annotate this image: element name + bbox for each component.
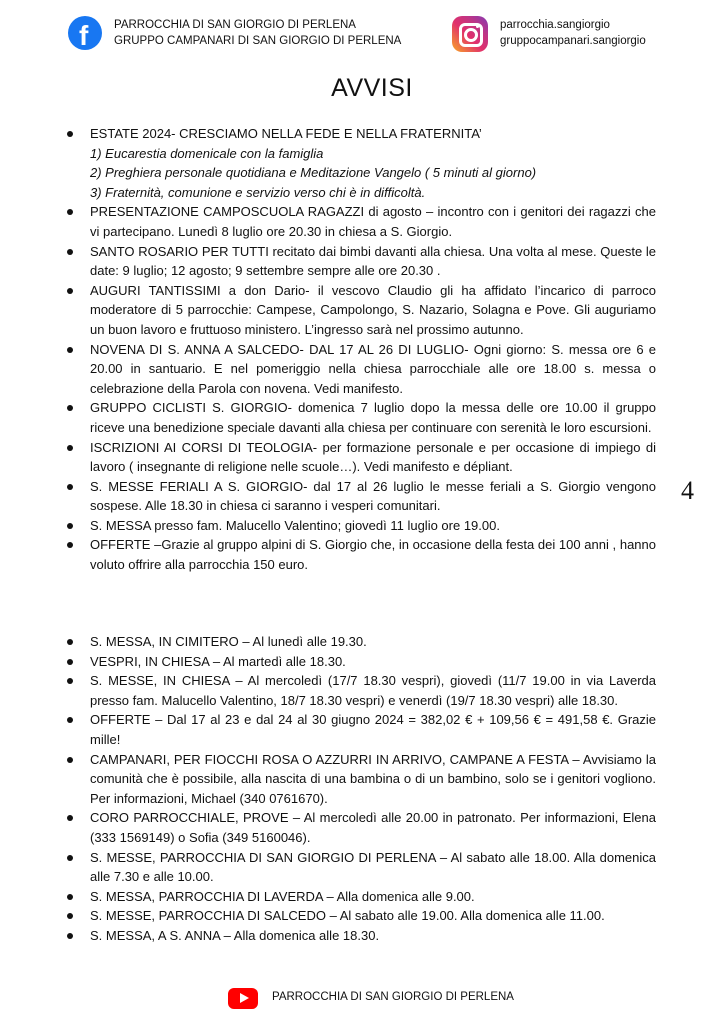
- list-item: S. MESSA presso fam. Malucello Valentino; giovedì 11 luglio ore 19.00.: [64, 516, 656, 536]
- list-item: PRESENTAZIONE CAMPOSCUOLA RAGAZZI di agosto – incontro con i genitori dei ragazzi che vi partecipano. Lunedì 8 luglio ore 20.30 in chiesa a S. Giorgio.: [64, 202, 656, 241]
- list-item: S. MESSA, IN CIMITERO – Al lunedì alle 19.30.: [64, 632, 656, 652]
- header-right-text: [500, 17, 646, 49]
- sub-item: 2) Preghiera personale quotidiana e Meditazione Vangelo ( 5 minuti al giorno): [90, 165, 537, 181]
- footer-channel-name: PARROCCHIA DI SAN GIORGIO DI PERLENA: [272, 991, 514, 1003]
- list-item: [64, 124, 656, 202]
- list-item: OFFERTE –Grazie al gruppo alpini di S. Giorgio che, in occasione della festa dei 100 anni , hanno voluto offrire alla parrocchia 150 euro.: [64, 535, 656, 574]
- youtube-icon: [228, 988, 258, 1009]
- list-item: CAMPANARI, PER FIOCCHI ROSA O AZZURRI IN ARRIVO, CAMPANE A FESTA – Avvisiamo la comunità che è possibile, alla nascita di una bambina o di un bambino, solo se i genitori vogliono. Per informazioni, Michael (340 0761670).: [64, 750, 656, 809]
- bellringers-group-name: GRUPPO CAMPANARI DI SAN GIORGIO DI PERLENA: [114, 35, 402, 47]
- facebook-icon: f: [68, 16, 102, 50]
- item-text: ESTATE 2024- CRESCIAMO NELLA FEDE E NELLA FRATERNITA’: [90, 126, 482, 141]
- page-title: AVVISI: [331, 74, 413, 102]
- list-item: S. MESSE, IN CHIESA – Al mercoledì (17/7 18.30 vespri), giovedì (11/7 19.00 in via Laverda presso fam. Malucello Valentino, 18/7 18.30 vespri) e venerdì (19/7 18.30 vespri) alle 18.30.: [64, 671, 656, 710]
- list-item: S. MESSE, PARROCCHIA DI SALCEDO – Al sabato alle 19.00. Alla domenica alle 11.00.: [64, 906, 656, 926]
- announcements-list: [64, 124, 656, 575]
- list-item: NOVENA DI S. ANNA A SALCEDO- DAL 17 AL 26 DI LUGLIO- Ogni giorno: S. messa ore 6 e 20.00 in santuario. E nel pomeriggio nella chiesa parrocchiale alle ore 18.00 s. messa o celebrazione della Parola con novena. Vedi manifesto.: [64, 340, 656, 399]
- list-item: S. MESSA, A S. ANNA – Alla domenica alle 18.30.: [64, 926, 656, 946]
- header-left-text: [114, 17, 401, 49]
- list-item: S. MESSE FERIALI A S. GIORGIO- dal 17 al 26 luglio le messe feriali a S. Giorgio vengono sospese. Alle 18.30 in chiesa ci saranno i vesperi comunitari.: [64, 477, 656, 516]
- page-header: [0, 14, 724, 58]
- list-item: S. MESSE, PARROCCHIA DI SAN GIORGIO DI PERLENA – Al sabato alle 18.00. Alla domenica alle 7.30 e alle 10.00.: [64, 848, 656, 887]
- list-item: GRUPPO CICLISTI S. GIORGIO- domenica 7 luglio dopo la messa delle ore 10.00 il gruppo riceve una benedizione speciale davanti alla chiesa per continuare con serenità le loro escursioni.: [64, 398, 656, 437]
- sub-item: 1) Eucarestia domenicale con la famiglia: [90, 145, 324, 161]
- list-item: ISCRIZIONI AI CORSI DI TEOLOGIA- per formazione personale e per occasione di impiego di lavoro ( insegnante di religione nelle scuole…). Vedi manifesto e dépliant.: [64, 438, 656, 477]
- list-item: VESPRI, IN CHIESA – Al martedì alle 18.30.: [64, 652, 656, 672]
- instagram-icon: [452, 16, 488, 52]
- list-item: CORO PARROCCHIALE, PROVE – Al mercoledì alle 20.00 in patronato. Per informazioni, Elena (333 1569149) o Sofia (349 5160046).: [64, 808, 656, 847]
- instagram-handle-bellringers: gruppocampanari.sangiorgio: [500, 35, 646, 47]
- list-item: S. MESSA, PARROCCHIA DI LAVERDA – Alla domenica alle 9.00.: [64, 887, 656, 907]
- list-item: AUGURI TANTISSIMI a don Dario- il vescovo Claudio gli ha affidato l’incarico di parroco moderatore di 5 parrocchie: Campese, Campolongo, S. Nazario, Solagna e Pove. Gli auguriamo un buon lavoro e fruttuoso ministero. L’ingresso sarà nel prossimo autunno.: [64, 281, 656, 340]
- schedule-list: [64, 632, 656, 946]
- page-number: 4: [681, 476, 694, 505]
- instagram-handle-parish: parrocchia.sangiorgio: [500, 19, 610, 31]
- list-item: OFFERTE – Dal 17 al 23 e dal 24 al 30 giugno 2024 = 382,02 € + 109,56 € = 491,58 €. Grazie mille!: [64, 710, 656, 749]
- sub-item: 3) Fraternità, comunione e servizio verso chi è in difficoltà.: [90, 184, 426, 200]
- page-footer: [0, 988, 724, 1012]
- list-item: SANTO ROSARIO PER TUTTI recitato dai bimbi davanti alla chiesa. Una volta al mese. Queste le date: 9 luglio; 12 agosto; 9 settembre sempre alle ore 20.30 .: [64, 242, 656, 281]
- parish-name: PARROCCHIA DI SAN GIORGIO DI PERLENA: [114, 19, 356, 31]
